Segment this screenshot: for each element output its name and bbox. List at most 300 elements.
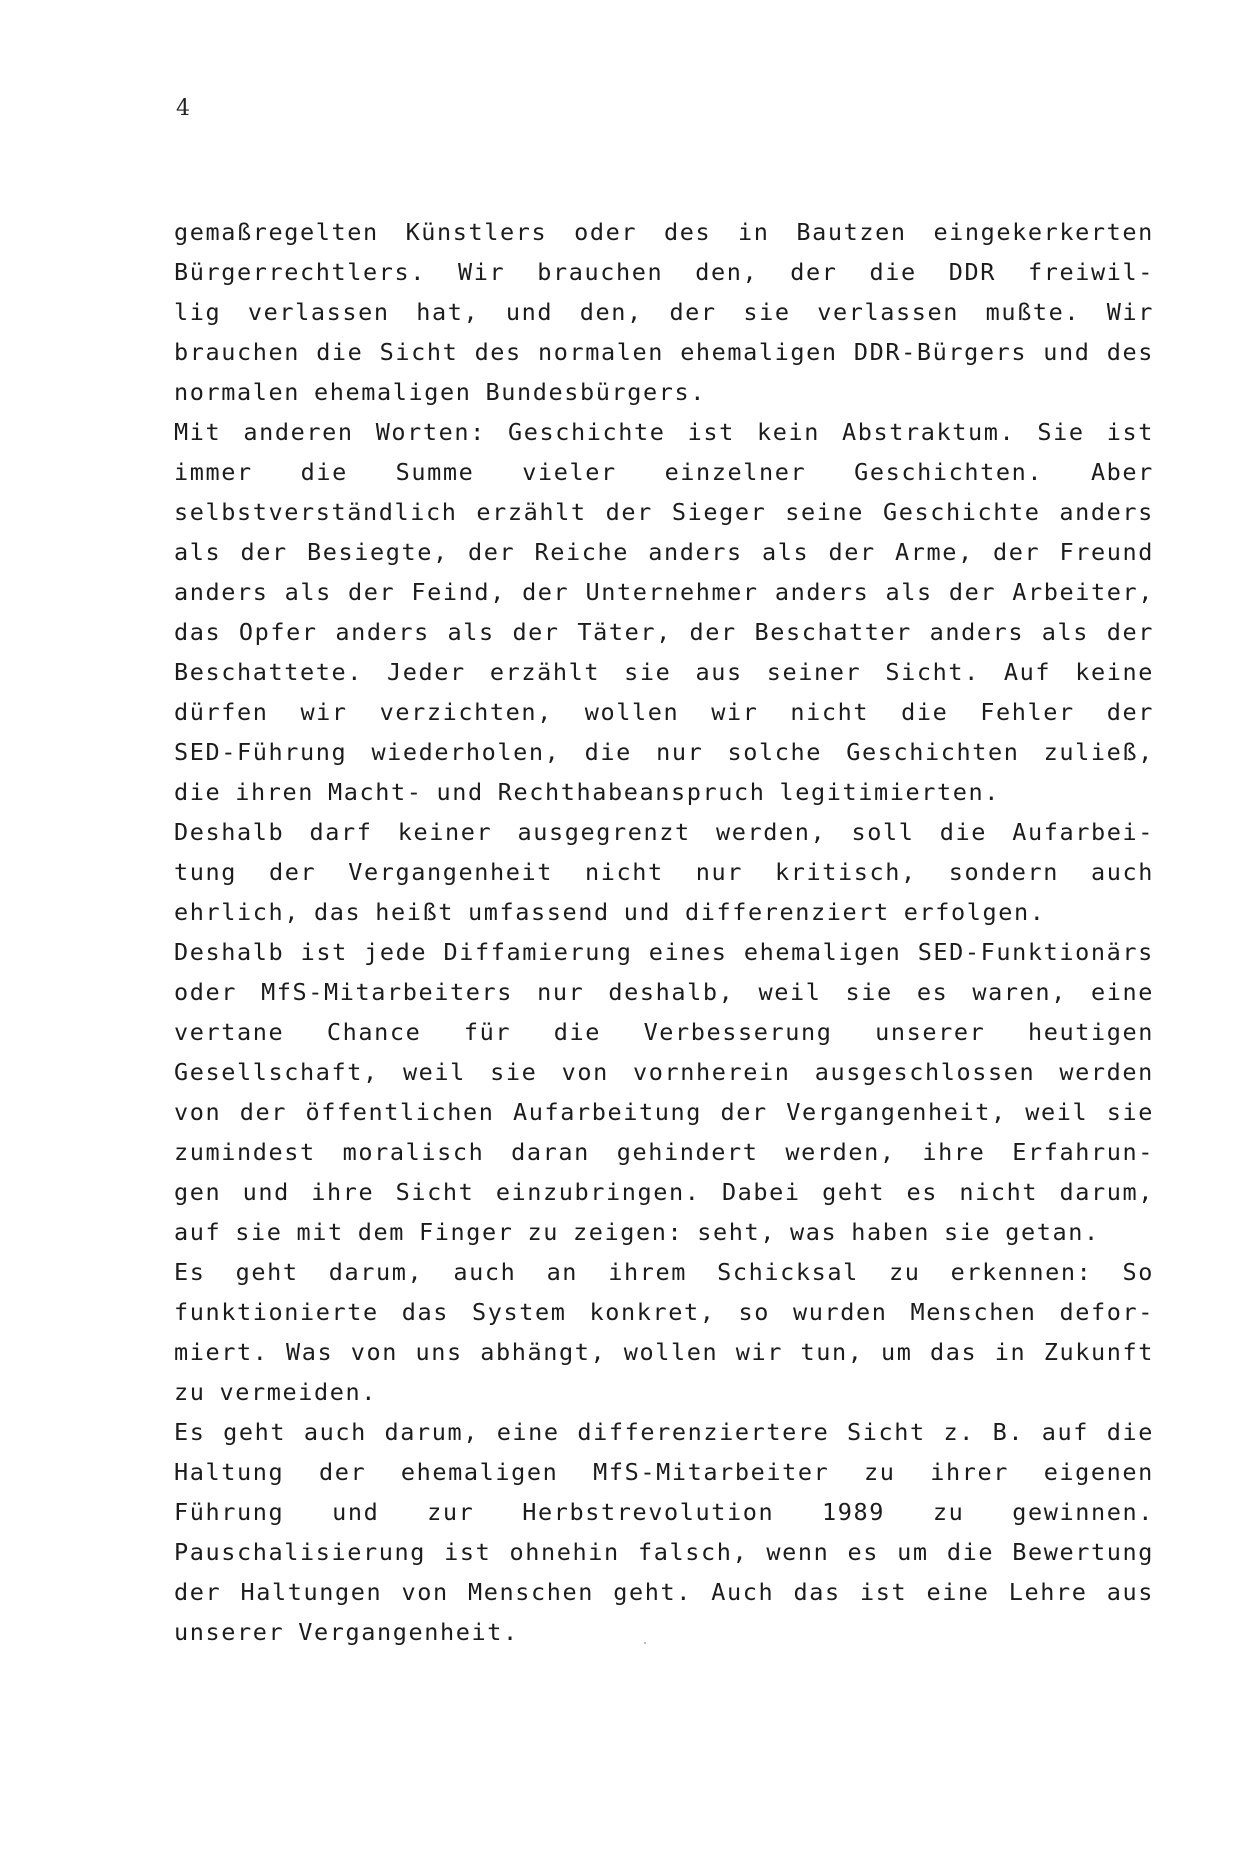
word: wollen	[584, 698, 680, 726]
word: aus	[695, 658, 743, 686]
word: als	[1041, 618, 1090, 646]
word: wenn	[766, 1538, 830, 1566]
body-text	[174, 212, 1154, 1652]
word: aus	[1106, 1578, 1154, 1606]
word: die	[174, 778, 222, 806]
word: einzelner	[664, 458, 807, 486]
word: defor-	[1059, 1298, 1154, 1326]
word: Gesellschaft,	[174, 1058, 379, 1086]
word: Summe	[395, 458, 475, 486]
paragraph	[174, 212, 1154, 412]
word: getan.	[1005, 1218, 1100, 1246]
word: eingekerkerten	[933, 218, 1154, 246]
word: einzubringen.	[495, 1178, 701, 1206]
word: vieler	[522, 458, 617, 486]
word: System	[471, 1298, 567, 1326]
word: Führung	[174, 1498, 285, 1526]
paragraph	[174, 932, 1154, 1252]
word: den,	[695, 258, 759, 286]
word: Menschen	[910, 1298, 1037, 1326]
text-line	[174, 1252, 1154, 1292]
word: unserer	[875, 1018, 986, 1046]
word: zu	[932, 1498, 965, 1526]
word: heißt	[375, 898, 454, 926]
word: anders	[774, 578, 870, 606]
word: Es	[174, 1418, 206, 1446]
word: oder	[574, 218, 638, 246]
word: mußte.	[985, 298, 1081, 326]
word: tung	[174, 858, 237, 886]
word: für	[463, 1018, 512, 1046]
word: um	[897, 1538, 929, 1566]
word: Deshalb	[174, 938, 285, 966]
word: es	[847, 1538, 880, 1566]
text-line	[174, 612, 1154, 652]
word: Unternehmer	[585, 578, 759, 606]
word: an	[546, 1258, 579, 1286]
word: seht,	[697, 1218, 776, 1246]
word: wurden	[792, 1298, 888, 1326]
word: ist	[1106, 418, 1154, 446]
word: anders	[1059, 498, 1154, 526]
word: Besiegte,	[307, 538, 449, 566]
word: Fehler	[980, 698, 1075, 726]
word: freiwil-	[1027, 258, 1154, 286]
word: Abstraktum.	[842, 418, 1016, 446]
word: der	[240, 538, 288, 566]
word: vertane	[174, 1018, 285, 1046]
word: Aufarbei-	[1012, 818, 1154, 846]
text-line	[174, 1292, 1154, 1332]
word: von	[350, 1338, 398, 1366]
word: Beschatter	[754, 618, 912, 646]
word: ist	[859, 1578, 908, 1606]
word: wir	[300, 698, 348, 726]
word: Auch	[711, 1578, 775, 1606]
word: hat,	[416, 298, 480, 326]
word: jede	[364, 938, 428, 966]
word: der	[1106, 618, 1154, 646]
word: B.	[992, 1418, 1025, 1446]
word: der	[522, 578, 570, 606]
word: eine	[496, 1418, 560, 1446]
word: DDR	[948, 258, 996, 286]
word: seiner	[766, 658, 862, 686]
word: differenziert	[684, 898, 890, 926]
word: darum,	[384, 1418, 480, 1446]
word: oder	[174, 978, 237, 1006]
word: kritisch,	[774, 858, 917, 886]
word: waren,	[972, 978, 1067, 1006]
word: ihrer	[930, 1458, 1009, 1486]
word: das	[174, 618, 222, 646]
word: daran	[511, 1138, 590, 1166]
word: zu	[888, 1258, 921, 1286]
word: um	[881, 1338, 913, 1366]
word: Rechthabeanspruch	[497, 778, 766, 806]
word: lig	[174, 298, 222, 326]
word: Wir	[457, 258, 506, 286]
word: funktionierte	[174, 1298, 379, 1326]
text-line	[174, 252, 1154, 292]
word: Geschichten.	[854, 458, 1044, 486]
word: zumindest	[174, 1138, 316, 1166]
word: auf	[174, 1218, 222, 1246]
word: so	[738, 1298, 770, 1326]
word: als	[885, 578, 933, 606]
word: des	[1106, 338, 1154, 366]
word: Finger	[419, 1218, 514, 1246]
text-line	[174, 372, 1154, 412]
page-number: 4	[176, 96, 190, 121]
text-line	[174, 1572, 1154, 1612]
word: der	[669, 298, 717, 326]
word: und	[1043, 338, 1091, 366]
word: des	[663, 218, 712, 246]
word: weil	[402, 1058, 466, 1086]
word: ehrlich,	[174, 898, 300, 926]
scan-speck	[644, 1642, 646, 1644]
word: mit	[296, 1218, 344, 1246]
word: sie	[944, 1218, 992, 1246]
word: der	[790, 258, 838, 286]
word: und	[436, 778, 484, 806]
word: Macht-	[328, 778, 423, 806]
word: unserer	[174, 1618, 285, 1646]
word: haben	[851, 1218, 930, 1246]
word: DDR-Bürgers	[853, 338, 1028, 366]
text-line	[174, 332, 1154, 372]
word: ehemaligen	[314, 378, 472, 406]
text-line	[174, 1412, 1154, 1452]
text-line	[174, 812, 1154, 852]
word: und	[505, 298, 554, 326]
text-line	[174, 492, 1154, 532]
text-line	[174, 1612, 1154, 1652]
word: eigenen	[1043, 1458, 1154, 1486]
word: gemaßregelten	[174, 218, 379, 246]
word: der	[348, 578, 396, 606]
word: werden,	[715, 818, 827, 846]
word: Künstlers	[405, 218, 548, 246]
word: vornherein	[633, 1058, 791, 1086]
word: auch	[1090, 858, 1154, 886]
word: Sicht	[379, 338, 459, 366]
word: nicht	[790, 698, 870, 726]
word: als	[447, 618, 495, 646]
word: werden	[1059, 1058, 1154, 1086]
word: erkennen:	[950, 1258, 1093, 1286]
text-line	[174, 1012, 1154, 1052]
word: die	[300, 458, 348, 486]
word: von	[561, 1058, 609, 1086]
word: der	[828, 538, 876, 566]
word: Vergangenheit.	[298, 1618, 519, 1646]
word: Sie	[1037, 418, 1085, 446]
word: sondern	[948, 858, 1059, 886]
word: der	[467, 538, 516, 566]
word: tun,	[800, 1338, 864, 1366]
word: auch	[453, 1258, 517, 1286]
word: normalen	[538, 338, 664, 366]
word: eines	[648, 938, 728, 966]
word: anderen	[243, 418, 354, 446]
word: Haltung	[174, 1458, 285, 1486]
word: Aufarbeitung	[512, 1098, 702, 1126]
word: Feind,	[411, 578, 506, 606]
word: ihre	[922, 1138, 986, 1166]
word: der	[720, 1098, 768, 1126]
word: SED-Führung	[174, 738, 348, 766]
word: Zukunft	[1043, 1338, 1154, 1366]
text-line	[174, 932, 1154, 972]
word: Geschichte	[508, 418, 666, 446]
word: Menschen	[467, 1578, 594, 1606]
word: Worten:	[375, 418, 486, 446]
word: der	[269, 858, 317, 886]
text-line	[174, 1492, 1154, 1532]
word: zuließ,	[1043, 738, 1154, 766]
text-line	[174, 772, 1154, 812]
word: nur	[656, 738, 704, 766]
word: werden,	[785, 1138, 896, 1166]
word: ihren	[235, 778, 314, 806]
word: von	[401, 1578, 449, 1606]
word: der	[948, 578, 997, 606]
word: der	[605, 498, 653, 526]
word: ihre	[311, 1178, 375, 1206]
text-line	[174, 1332, 1154, 1372]
word: gewinnen.	[1012, 1498, 1154, 1526]
word: sie	[490, 1058, 538, 1086]
text-line	[174, 852, 1154, 892]
word: SED-Funktionärs	[917, 938, 1154, 966]
paragraph	[174, 1252, 1154, 1412]
word: deshalb,	[608, 978, 735, 1006]
word: keine	[1075, 658, 1154, 686]
word: eine	[1090, 978, 1154, 1006]
word: MfS-Mitarbeiters	[261, 978, 514, 1006]
word: und	[332, 1498, 380, 1526]
word: in	[738, 218, 770, 246]
word: öffentlichen	[305, 1098, 495, 1126]
word: keiner	[397, 818, 493, 846]
word: umfassend	[468, 898, 610, 926]
word: die	[1106, 1418, 1154, 1446]
word: erfolgen.	[903, 898, 1046, 926]
word: Geschichte	[882, 498, 1041, 526]
text-line	[174, 1212, 1154, 1252]
word: zeigen:	[573, 1218, 684, 1246]
word: moralisch	[342, 1138, 485, 1166]
word: als	[761, 538, 810, 566]
word: der	[239, 1098, 287, 1126]
word: als	[174, 538, 222, 566]
word: Vergangenheit	[348, 858, 553, 886]
word: anders	[648, 538, 743, 566]
word: ausgegrenzt	[517, 818, 691, 846]
word: das	[314, 898, 362, 926]
word: nicht	[584, 858, 664, 886]
word: auch	[303, 1418, 367, 1446]
word: zu	[174, 1378, 206, 1406]
word: Haltungen	[240, 1578, 383, 1606]
word: verzichten,	[379, 698, 553, 726]
word: Wir	[1106, 298, 1154, 326]
text-line	[174, 292, 1154, 332]
word: die	[553, 1018, 601, 1046]
text-line	[174, 652, 1154, 692]
word: Es	[174, 1258, 206, 1286]
word: Täter,	[577, 618, 672, 646]
word: MfS-Mitarbeiter	[593, 1458, 830, 1486]
word: abhängt,	[480, 1338, 607, 1366]
word: ohnehin	[509, 1538, 620, 1566]
word: konkret,	[589, 1298, 716, 1326]
word: wollen	[623, 1338, 719, 1366]
text-line	[174, 412, 1154, 452]
word: Deshalb	[174, 818, 285, 846]
word: Mit	[174, 418, 222, 446]
word: auf	[1041, 1418, 1090, 1446]
text-line	[174, 1532, 1154, 1572]
word: zur	[427, 1498, 475, 1526]
word: was	[790, 1218, 838, 1246]
word: das	[793, 1578, 841, 1606]
word: Pauschalisierung	[174, 1538, 426, 1566]
word: die	[901, 698, 949, 726]
word: Was	[286, 1338, 334, 1366]
word: Sicht	[395, 1178, 475, 1206]
text-line	[174, 1132, 1154, 1172]
word: z.	[943, 1418, 975, 1446]
word: anders	[335, 618, 430, 646]
word: zu	[864, 1458, 896, 1486]
word: gen	[174, 1178, 222, 1206]
word: verlassen	[817, 298, 959, 326]
word: der	[992, 538, 1041, 566]
word: ehemaligen	[400, 1458, 559, 1486]
word: geht	[822, 1178, 886, 1206]
word: eine	[926, 1578, 990, 1606]
word: ist	[687, 418, 735, 446]
paragraph	[174, 812, 1154, 932]
text-line	[174, 892, 1154, 932]
word: vermeiden.	[219, 1378, 377, 1406]
word: Chance	[326, 1018, 422, 1046]
word: Arme,	[894, 538, 974, 566]
text-line	[174, 1372, 1154, 1412]
word: dürfen	[174, 698, 269, 726]
word: Diffamierung	[443, 938, 633, 966]
word: die	[584, 738, 632, 766]
word: uns	[415, 1338, 463, 1366]
word: brauchen	[174, 338, 300, 366]
word: erzählt	[489, 658, 601, 686]
word: Bundesbürgers.	[485, 378, 706, 406]
word: der	[689, 618, 737, 646]
word: darum,	[328, 1258, 424, 1286]
word: ihrem	[608, 1258, 687, 1286]
word: der	[174, 1578, 222, 1606]
word: brauchen	[537, 258, 664, 286]
word: verlassen	[247, 298, 390, 326]
word: geht	[223, 1418, 287, 1446]
word: des	[474, 338, 522, 366]
word: darum,	[1059, 1178, 1154, 1206]
word: nur	[695, 858, 743, 886]
word: den,	[579, 298, 643, 326]
word: ehemaligen	[743, 938, 902, 966]
word: Sicht	[847, 1418, 926, 1446]
word: solche	[727, 738, 823, 766]
paragraph	[174, 412, 1154, 812]
word: sie	[1106, 1098, 1154, 1126]
word: von	[174, 1098, 222, 1126]
word: ausgeschlossen	[814, 1058, 1036, 1086]
word: geht.	[613, 1578, 692, 1606]
word: geht	[235, 1258, 299, 1286]
word: Beschattete.	[174, 658, 363, 686]
word: weil	[758, 978, 822, 1006]
text-line	[174, 532, 1154, 572]
word: legitimierten.	[779, 778, 1000, 806]
word: Dabei	[721, 1178, 801, 1206]
word: der	[1106, 698, 1154, 726]
word: die	[946, 1538, 995, 1566]
word: nur	[537, 978, 585, 1006]
text-line	[174, 732, 1154, 772]
word: das	[930, 1338, 978, 1366]
text-line	[174, 1052, 1154, 1092]
text-line	[174, 452, 1154, 492]
word: weil	[1025, 1098, 1089, 1126]
word: Sieger	[671, 498, 767, 526]
word: Verbesserung	[643, 1018, 833, 1046]
word: Lehre	[1008, 1578, 1088, 1606]
paragraph	[174, 1412, 1154, 1652]
word: Bürgerrechtlers.	[174, 258, 426, 286]
word: Freund	[1059, 538, 1154, 566]
word: Erfahrun-	[1012, 1138, 1154, 1166]
word: Bautzen	[796, 218, 907, 246]
word: seine	[785, 498, 865, 526]
word: Auf	[1003, 658, 1052, 686]
word: sie	[624, 658, 672, 686]
text-line	[174, 1092, 1154, 1132]
word: in	[994, 1338, 1027, 1366]
word: zu	[527, 1218, 559, 1246]
text-line	[174, 1172, 1154, 1212]
word: 1989	[822, 1498, 886, 1526]
word: Jeder	[387, 658, 466, 686]
text-line	[174, 692, 1154, 732]
word: Schicksal	[717, 1258, 859, 1286]
word: miert.	[174, 1338, 269, 1366]
word: wir	[735, 1338, 783, 1366]
word: kein	[756, 418, 820, 446]
word: normalen	[174, 378, 300, 406]
word: das	[401, 1298, 449, 1326]
word: wiederholen,	[371, 738, 561, 766]
word: ist	[300, 938, 348, 966]
word: falsch,	[637, 1538, 749, 1566]
text-line	[174, 1452, 1154, 1492]
word: Sicht.	[885, 658, 980, 686]
word: Reiche	[534, 538, 629, 566]
word: und	[623, 898, 671, 926]
text-line	[174, 972, 1154, 1012]
